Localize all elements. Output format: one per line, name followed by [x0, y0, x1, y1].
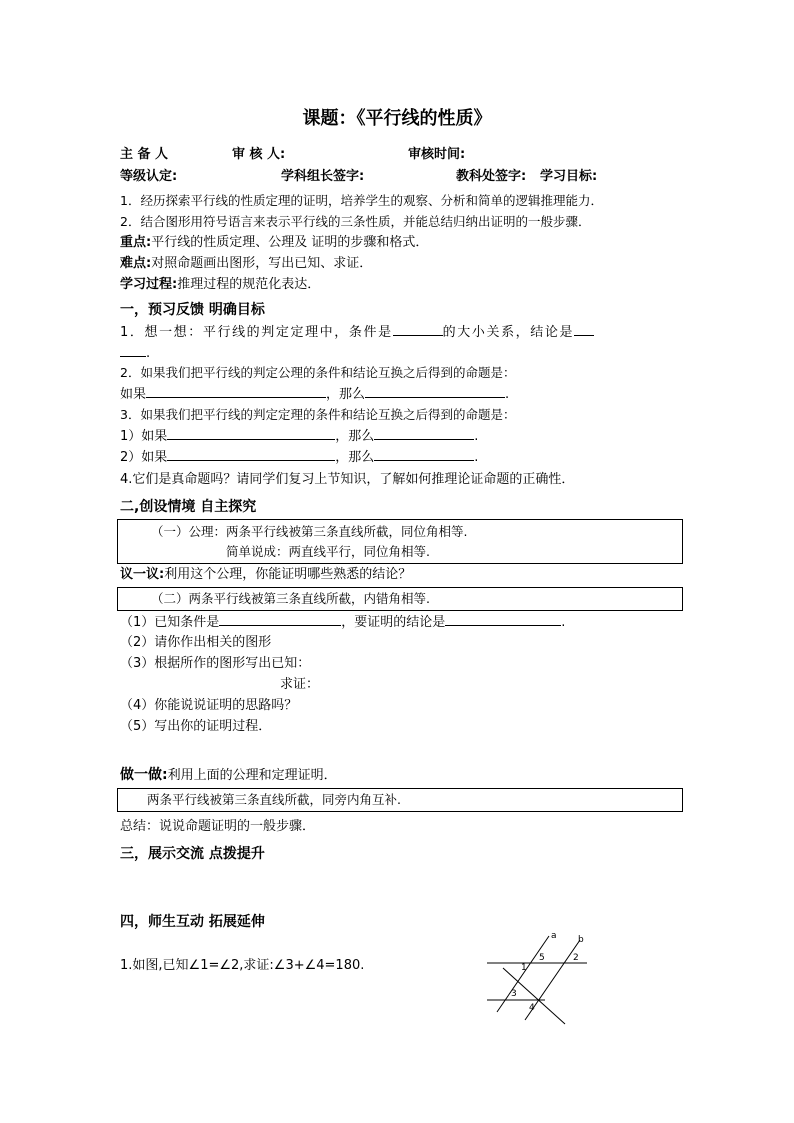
then-label: ，那么: [335, 450, 375, 465]
blank[interactable]: [219, 613, 341, 626]
proof-step-3: （3）根据所作的图形写出已知：: [120, 656, 311, 671]
period: .: [146, 346, 151, 361]
s1-q4: 4.它们是真命题吗？请同学们复习上节知识，了解如何推理论证命题的正确性．: [120, 472, 575, 487]
label-4: 4: [529, 1003, 535, 1013]
proof-step-5: （5）写出你的证明过程．: [120, 719, 272, 734]
theorem-text: （二）两条平行线被第三条直线所截，内错角相等.: [151, 591, 430, 606]
supplementary-text: 两条平行线被第三条直线所截，同旁内角互补.: [147, 792, 401, 807]
goal-2: 2．结合图形用符号语言来表示平行线的三条性质，并能总结归纳出证明的一般步骤．: [120, 214, 591, 229]
theorem-box: [117, 587, 683, 611]
difficulty-text: 对照命题画出图形，写出已知、求证．: [151, 256, 373, 271]
blank[interactable]: [120, 344, 146, 357]
key-point-text: 平行线的性质定理、公理及 证明的步骤和格式．: [151, 235, 429, 250]
s1-q1-cont: [120, 344, 150, 363]
parallel-lines-figure: [485, 928, 595, 1028]
difficulty-label: 难点:: [120, 256, 152, 271]
s1-q2: 2．如果我们把平行线的判定公理的条件和结论互换之后得到的命题是：: [120, 365, 516, 380]
blank[interactable]: [167, 448, 335, 461]
s1-q3-r2: [120, 448, 478, 467]
proof-step-3-prove: 求证：: [280, 677, 320, 692]
blank[interactable]: [393, 323, 443, 336]
exercise-1: 1.如图,已知∠1=∠2,求证:∠3+∠4=180.: [120, 958, 365, 973]
proof-step-1: [120, 613, 565, 632]
if-label: 如果: [120, 387, 147, 402]
section-2-heading: 二,创设情境 自主探究: [120, 499, 257, 515]
proof-step-2: （2）请你作出相关的图形: [120, 635, 272, 650]
then-label: ，那么: [326, 387, 366, 402]
period: .: [561, 615, 566, 630]
label-b: b: [578, 935, 584, 945]
r2-if-label: 2）如果: [120, 450, 168, 465]
r1-if-label: 1）如果: [120, 429, 168, 444]
key-point: [120, 234, 428, 252]
review-time-label: 审核时间:: [408, 147, 466, 162]
s1-q1-part-b: 的大小关系，结论是: [442, 325, 575, 340]
learning-goals-label: 学习目标:: [540, 169, 598, 184]
do-it: [120, 766, 337, 785]
axiom-line-2: 简单说成：两直线平行，同位角相等.: [226, 544, 430, 559]
grade-label: 等级认定:: [120, 169, 178, 184]
page-title: 课题：《平行线的性质》: [302, 108, 492, 129]
blank[interactable]: [167, 427, 335, 440]
label-5: 5: [539, 953, 545, 963]
process: [120, 276, 320, 294]
blank[interactable]: [365, 385, 505, 398]
do-it-text: 利用上面的公理和定理证明．: [167, 768, 337, 783]
s1-q3-r1: [120, 427, 478, 446]
key-point-label: 重点:: [120, 235, 152, 250]
difficulty: [120, 255, 372, 273]
process-text: 推理过程的规范化表达．: [177, 277, 321, 292]
s1-q1: [120, 323, 594, 342]
summary: 总结：说说命题证明的一般步骤．: [120, 819, 316, 834]
s1-q1-part-a: 1．想一想：平行线的判定定理中，条件是: [120, 325, 393, 340]
axiom-line-1: （一）公理：两条平行线被第三条直线所截，同位角相等.: [151, 524, 468, 539]
goal-1: 1．经历探索平行线的性质定理的证明，培养学生的观察、分析和简单的逻辑推理能力．: [120, 193, 603, 208]
period: .: [474, 450, 479, 465]
section-3-heading: 三，展示交流 点拨提升: [120, 846, 265, 862]
blank[interactable]: [374, 427, 474, 440]
proof-step-4: （4）你能说说证明的思路吗？: [120, 698, 298, 713]
label-2: 2: [573, 953, 579, 963]
label-a: a: [551, 931, 557, 941]
blank[interactable]: [146, 385, 326, 398]
s1-q2-answer: [120, 385, 509, 404]
do-it-label: 做一做:: [120, 767, 168, 783]
blank[interactable]: [574, 323, 594, 336]
label-3: 3: [511, 989, 517, 999]
discuss: [120, 566, 411, 584]
period: .: [505, 387, 510, 402]
to-prove-label: ，要证明的结论是: [341, 615, 446, 630]
s1-q3: 3．如果我们把平行线的判定定理的条件和结论互换之后得到的命题是：: [120, 407, 516, 422]
group-leader-sign-label: 学科组长签字:: [281, 169, 365, 184]
label-1: 1: [521, 963, 527, 973]
office-sign-label: 教科处签字:: [456, 169, 527, 184]
section-4-heading: 四，师生互动 拓展延伸: [120, 914, 265, 930]
period: .: [474, 429, 479, 444]
blank[interactable]: [445, 613, 561, 626]
blank[interactable]: [374, 448, 474, 461]
supplementary-box: [117, 788, 683, 812]
preparer-label: 主 备 人: [120, 147, 169, 162]
reviewer-label: 审 核 人:: [232, 147, 286, 162]
line-a: [497, 936, 549, 1012]
given-label: （1）已知条件是: [120, 615, 220, 630]
axiom-box: [117, 519, 683, 564]
discuss-label: 议一议:: [120, 567, 165, 582]
then-label: ，那么: [335, 429, 375, 444]
process-label: 学习过程:: [120, 277, 178, 292]
section-1-heading: 一，预习反馈 明确目标: [120, 302, 265, 318]
discuss-text: 利用这个公理，你能证明哪些熟悉的结论？: [164, 567, 412, 582]
